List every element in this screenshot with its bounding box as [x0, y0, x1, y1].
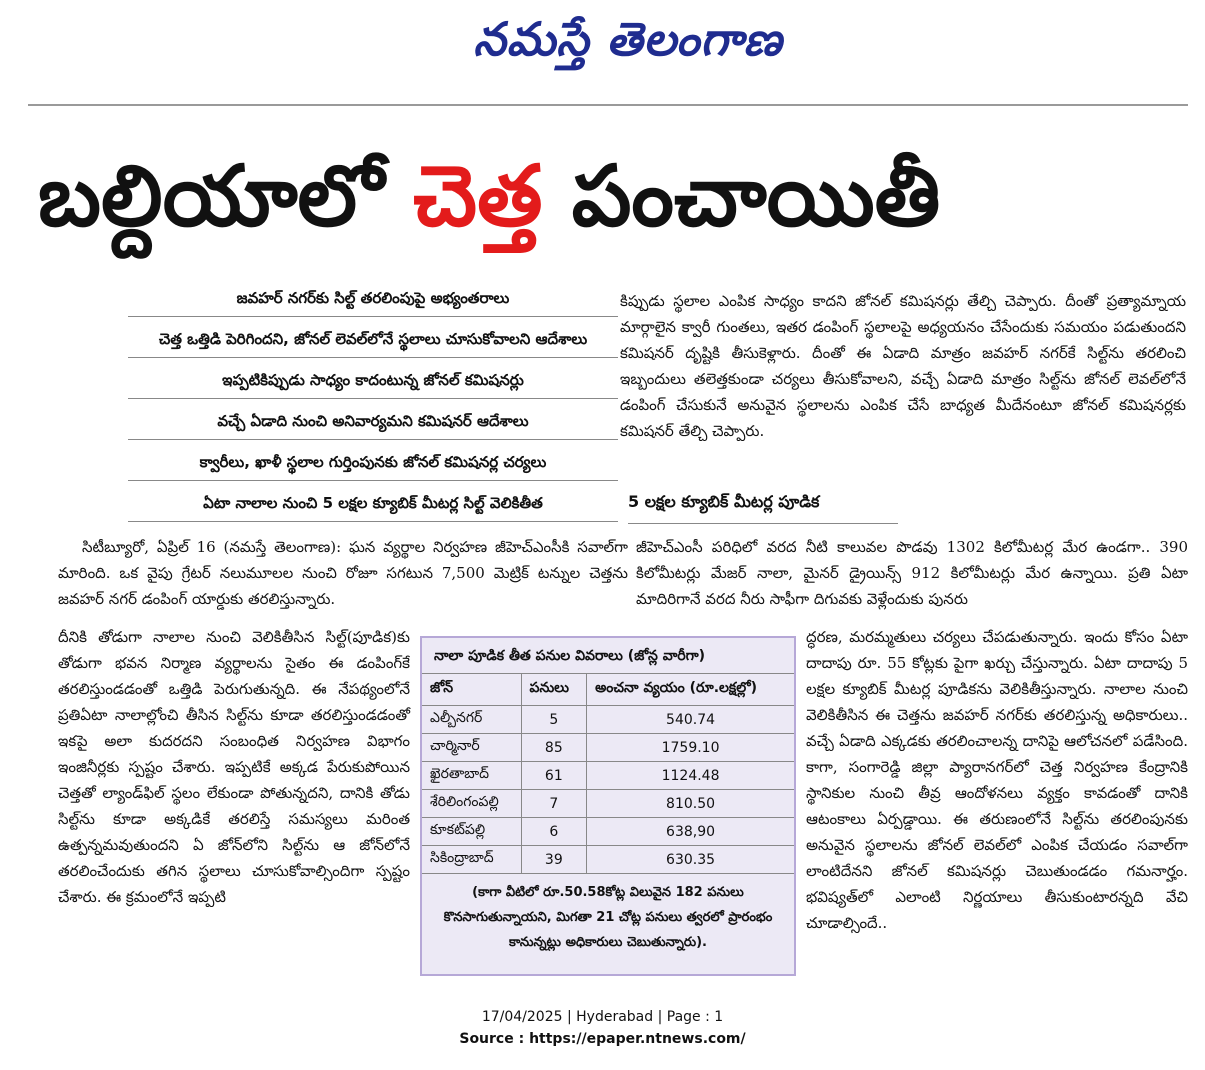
table-note: (కాగా వీటిలో రూ.50.58కోట్ల విలువైన 182 పనులు కొనసాగుతున్నాయని, మిగతా 21 చోట్ల పనులు త్వరలో ప్రారంభం కానున్నట్లు అధికారులు చెబుతున్నారు).	[443, 885, 773, 950]
table-header-row	[422, 674, 794, 706]
table-cell-zone: ఎల్బీనగర్	[422, 706, 521, 734]
table-cell-zone: కూకట్‌పల్లి	[422, 818, 521, 846]
headline	[38, 136, 1188, 256]
table-cell-works: 85	[521, 734, 587, 762]
source-link[interactable]: Source : https://epaper.ntnews.com/	[459, 1031, 746, 1047]
deck-line: చెత్త ఒత్తిడి పెరిగిందని, జోనల్ లెవల్‌లోనే స్థలాలు చూసుకోవాలని ఆదేశాలు	[128, 319, 618, 358]
deck-line: క్వారీలు, ఖాళీ స్థలాల గుర్తింపునకు జోనల్ కమిషనర్ల చర్యలు	[128, 442, 618, 481]
table-cell-works: 5	[521, 706, 587, 734]
table-row	[422, 818, 794, 846]
article-lead: సిటీబ్యూరో, ఏప్రిల్ 16 (నమస్తే తెలంగాణ): ఘన వ్యర్థాల నిర్వహణ జీహెచ్‌ఎంసీకి సవాల్‌గా మారింది. ఒక వైపు గ్రేటర్ నలుమూలల నుంచి రోజూ సగటున 7,500 మెట్రిక్ టన్నుల చెత్తను జవహర్ నగర్ డంపింగ్ యార్డుకు తరలిస్తున్నారు.	[58, 538, 628, 608]
table-header-zone: జోన్	[422, 674, 521, 706]
table-header-works: పనులు	[521, 674, 587, 706]
edition-info: 17/04/2025 | Hyderabad | Page : 1	[481, 1009, 724, 1025]
table-row	[422, 706, 794, 734]
headline-highlight: చెత్త	[413, 147, 543, 245]
table-row	[422, 846, 794, 874]
headline-part-3: పంచాయితీ	[542, 147, 941, 245]
deck-line: జవహర్ నగర్‌కు సిల్ట్ తరలింపుపై అభ్యంతరాలు	[128, 278, 618, 317]
table-title: నాలా పూడిక తీత పనుల వివరాలు (జోన్ల వారీగా)	[422, 638, 794, 674]
headline-part-1: బల్దియాలో	[38, 147, 414, 245]
article-column-right-top: కిప్పుడు స్థలాల ఎంపిక సాధ్యం కాదని జోనల్ కమిషనర్లు తేల్చి చెప్పారు. దీంతో ప్రత్యామ్నాయ మార్గాలైన క్వారీ గుంతలు, ఇతర డంపింగ్ స్థలాలపై అధ్యయనం చేసేందుకు సమయం పడుతుందని కమిషనర్ దృష్టికి తీసుకెళ్లారు. దీంతో ఈ ఏడాది మాత్రం జవహర్ నగర్‌కే సిల్ట్‌ను తరలించి ఇబ్బందులు తలెత్తకుండా చర్యలు తీసుకోవాలని, వచ్చే ఏడాది మాత్రం సిల్ట్‌ను జోనల్ లెవల్‌లోనే డంపింగ్ చేసుకునే అనువైన స్థలాలను ఎంపిక చేసే బాధ్యత మీదేనంటూ జోనల్ కమిషనర్లకు కమిషనర్ తేల్చి చెప్పారు.	[620, 292, 1186, 440]
article-column-right-bottom: ద్ధరణ, మరమ్మతులు చర్యలు చేపడుతున్నారు. ఇందు కోసం ఏటా దాదాపు రూ. 55 కోట్లకు పైగా ఖర్చు చేస్తున్నారు. ఏటా దాదాపు 5 లక్షల క్యూబిక్ మీటర్ల పూడికను వెలికితీస్తున్నారు. నాలాల నుంచి వెలికితీసిన ఈ చెత్తను జవహర్ నగర్‌కు తరలిస్తున్న అధికారులు.. వచ్చే ఏడాది ఎక్కడకు తరలించాలన్న దానిపై ఆలోచనలో పడేసింది. కాగా, సంగారెడ్డి జిల్లా ప్యారానగర్‌లో చెత్త నిర్వహణ కేంద్రానికి స్థానికుల నుంచి తీవ్ర ఆందోళనలు వ్యక్తం కావడంతో దానికి ఆటంకాలు ఏర్పడ్డాయి. ఈ తరుణంలోనే సిల్ట్‌ను తరలింపునకు అనువైన స్థలాలను జోనల్ లెవల్‌లో ఎంపిక చేయడం సవాల్‌గా లాంటిదేనని జోనల్ కమిషనర్లు చెబుతుండడం గమనార్హం. భవిష్యత్‌లో ఎలాంటి నిర్ణయాలు తీసుకుంటారన్నది వేచి చూడాల్సిందే..	[806, 628, 1188, 932]
table-row	[422, 762, 794, 790]
table-cell-zone: శేరిలింగంపల్లి	[422, 790, 521, 818]
zone-works-table-box	[420, 636, 796, 976]
article-column-left: దీనికి తోడుగా నాలాల నుంచి వెలికితీసిన సిల్ట్(పూడిక)కు తోడుగా భవన నిర్మాణ వ్యర్థాలను సైతం ఈ డంపింగ్‌కే తరలిస్తుండడంతో ఒత్తిడి పెరుగుతున్నది. ఈ నేపథ్యంలోనే ప్రతిఏటా నాలాల్లోంచి తీసిన సిల్ట్‌ను కూడా తరలిస్తుండడంతో ఇకపై అలా కుదరదని సంబంధిత నిర్వహణ విభాగం ఇంజినీర్లకు స్పష్టం చేశారు. ఇప్పటికే అక్కడ పేరుకుపోయిన చెత్తతో ల్యాండ్‌ఫిల్ స్థలం లేకుండా పోతున్నదని, దానికి తోడు సిల్ట్‌ను కూడా అక్కడికే తరలిస్తే సమస్యలు మరింత ఉత్పన్నమవుతుందని ఏ జోన్‌లోని సిల్ట్‌ను ఆ జోన్‌లోనే తరలించేందుకు తగిన స్థలాలు చూసుకోవాల్సిందిగా స్పష్టం చేశారు. ఈ క్రమంలోనే ఇప్పటి	[58, 628, 410, 906]
section-subhead: 5 లక్షల క్యూబిక్ మీటర్ల పూడిక	[628, 492, 898, 524]
table-cell-cost: 1124.48	[587, 762, 794, 790]
deck-line: ఏటా నాలాల నుంచి 5 లక్షల క్యూబిక్ మీటర్ల సిల్ట్ వెలికితీత	[128, 483, 618, 522]
table-cell-zone: ఖైరతాబాద్	[422, 762, 521, 790]
zone-works-table	[422, 674, 794, 874]
table-cell-works: 61	[521, 762, 587, 790]
deck-line: ఇప్పటికిప్పుడు సాధ్యం కాదంటున్న జోనల్ కమిషనర్లు	[128, 360, 618, 399]
table-cell-cost: 638,90	[587, 818, 794, 846]
table-cell-works: 39	[521, 846, 587, 874]
deck-list	[128, 278, 618, 524]
masthead-logo: నమస్తే తెలంగాణ	[473, 12, 783, 66]
table-row	[422, 790, 794, 818]
table-cell-cost: 540.74	[587, 706, 794, 734]
article-column-right-mid: జీహెచ్‌ఎంసీ పరిధిలో వరద నీటి కాలువల పొడవు 1302 కిలోమీటర్ల మేర ఉండగా.. 390 కిలోమీటర్లు మేజర్ నాలా, మైనర్ డ్రైయిన్స్ 912 కిలోమీటర్లు మేర ఉన్నాయి. ప్రతి ఏటా మాదిరిగానే వరద నీరు సాఫీగా దిగువకు వెళ్లేందుకు పునరు	[636, 538, 1188, 608]
table-header-cost: అంచనా వ్యయం (రూ.లక్షల్లో)	[587, 674, 794, 706]
table-cell-zone: చార్మినార్	[422, 734, 521, 762]
page-footer	[0, 1006, 1205, 1050]
table-cell-cost: 810.50	[587, 790, 794, 818]
table-cell-cost: 630.35	[587, 846, 794, 874]
table-cell-cost: 1759.10	[587, 734, 794, 762]
table-cell-works: 7	[521, 790, 587, 818]
newspaper-clipping	[28, 6, 1188, 1006]
table-row	[422, 734, 794, 762]
table-cell-zone: సికింద్రాబాద్	[422, 846, 521, 874]
table-cell-works: 6	[521, 818, 587, 846]
masthead-rule	[28, 104, 1188, 106]
deck-line: వచ్చే ఏడాది నుంచి అనివార్యమని కమిషనర్ ఆదేశాలు	[128, 401, 618, 440]
